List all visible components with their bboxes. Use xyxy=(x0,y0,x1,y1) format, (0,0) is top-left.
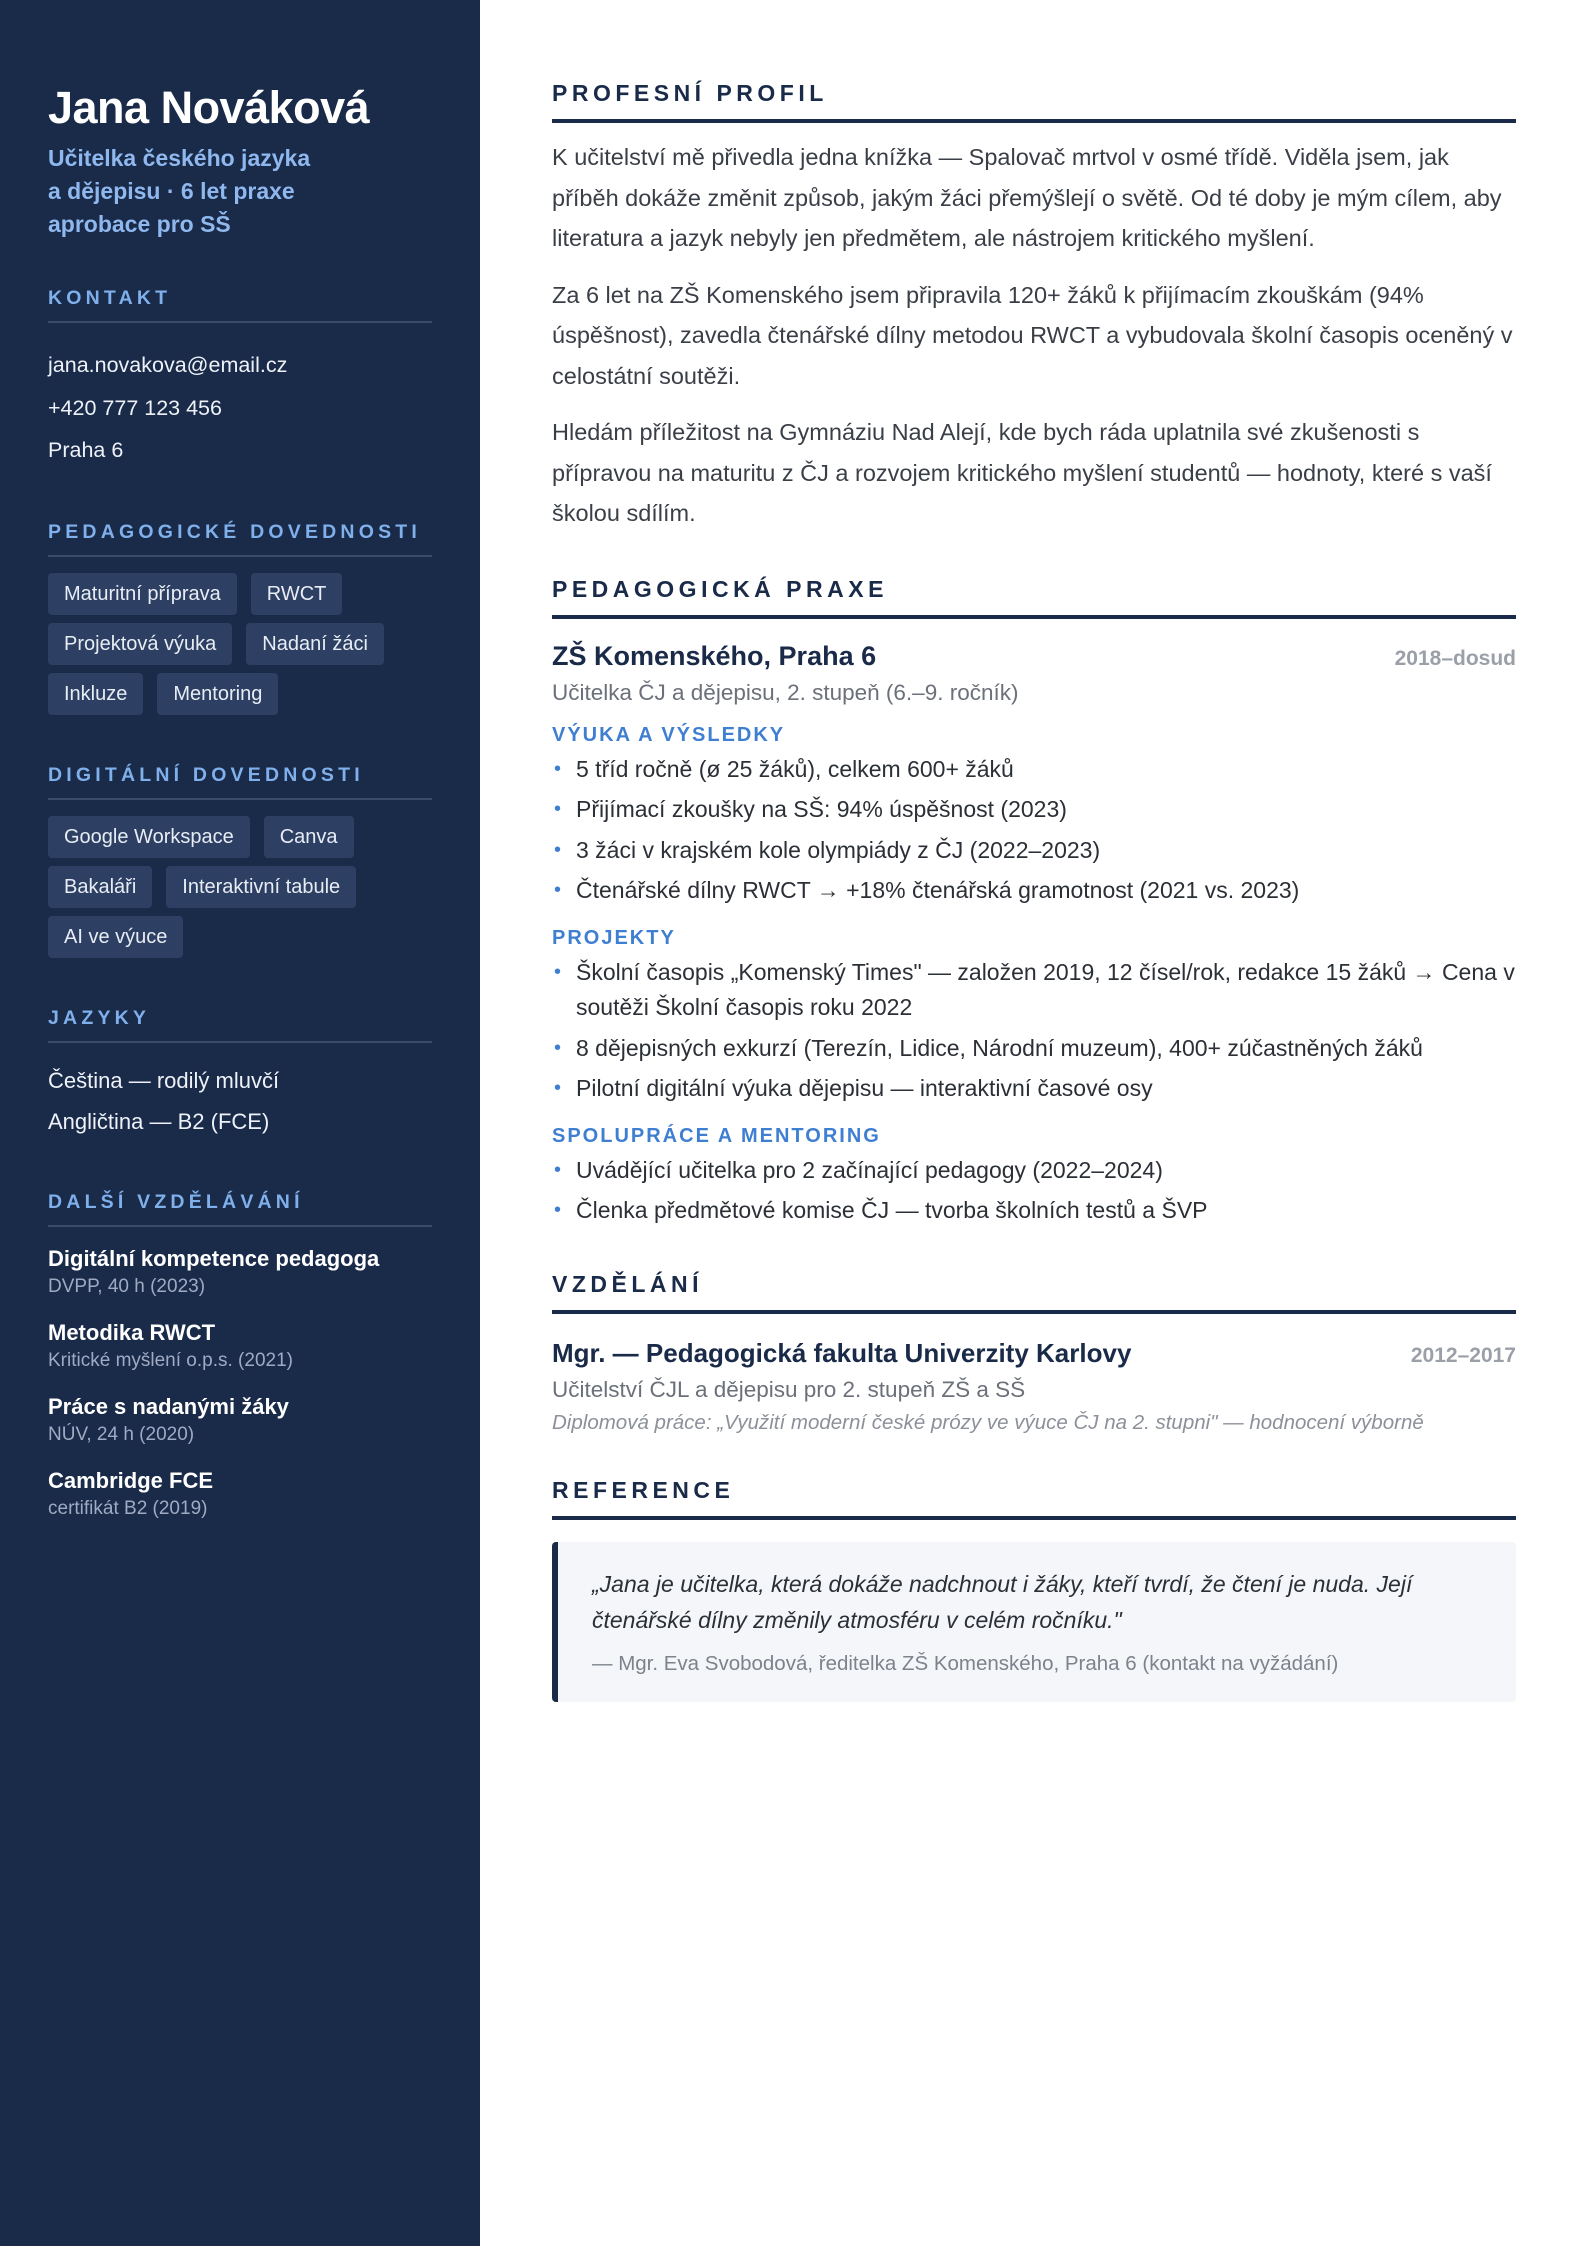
course-item xyxy=(48,1318,432,1374)
course-title: Metodika RWCT xyxy=(48,1319,216,1345)
profile-heading: PROFESNÍ PROFIL xyxy=(552,80,1516,123)
languages-section xyxy=(48,1007,432,1142)
bullet-list xyxy=(552,752,1516,909)
skill-tag: Projektová výuka xyxy=(48,623,232,665)
contact-location: Praha 6 xyxy=(48,438,124,462)
language-item: Čeština — rodilý mluvčí xyxy=(48,1067,280,1093)
education-date: 2012–2017 xyxy=(1410,1343,1516,1367)
course-details: certifikát B2 (2019) xyxy=(48,1497,208,1519)
bullet-item: • Členka předmětové komise ČJ — tvorba školních testů a ŠVP xyxy=(552,1193,1516,1229)
further-education-heading: DALŠÍ VZDĚLÁVÁNÍ xyxy=(48,1191,432,1227)
quote-text: „Jana je učitelka, která dokáže nadchnout i žáky, kteří tvrdí, že čtení je nuda. Její čtenářské dílny změnily atmosféru v celém ročníku." xyxy=(592,1570,1413,1633)
skill-tag: Maturitní příprava xyxy=(48,573,237,615)
skill-tag: RWCT xyxy=(251,573,343,615)
bullet-item: • 3 žáci v krajském kole olympiády z ČJ (2022–2023) xyxy=(552,833,1516,869)
candidate-name: Jana Nováková xyxy=(48,82,370,133)
course-item xyxy=(48,1392,432,1448)
course-details: Kritické myšlení o.p.s. (2021) xyxy=(48,1349,293,1371)
course-title: Práce s nadanými žáky xyxy=(48,1393,289,1419)
course-title: Digitální kompetence pedagoga xyxy=(48,1245,380,1271)
job-header xyxy=(552,641,1516,672)
experience-section xyxy=(552,576,1516,1229)
skill-tag: Mentoring xyxy=(157,673,278,715)
tagline-line: a dějepisu · 6 let praxe xyxy=(48,178,295,204)
main-content xyxy=(552,80,1516,1744)
skill-tag: Canva xyxy=(264,816,354,858)
pedagogical-skills-heading: PEDAGOGICKÉ DOVEDNOSTI xyxy=(48,521,432,557)
skill-tag: Google Workspace xyxy=(48,816,250,858)
further-education-section xyxy=(48,1191,432,1522)
job-role: Učitelka ČJ a dějepisu, 2. stupeň (6.–9. ročník) xyxy=(552,679,1019,705)
education-header xyxy=(552,1338,1516,1369)
language-item: Angličtina — B2 (FCE) xyxy=(48,1108,270,1134)
quote-author: — Mgr. Eva Svobodová, ředitelka ZŠ Komenského, Praha 6 (kontakt na vyžádání) xyxy=(592,1651,1339,1675)
job-date: 2018–dosud xyxy=(1394,646,1516,670)
digital-skills-heading: DIGITÁLNÍ DOVEDNOSTI xyxy=(48,764,432,800)
bullet-item: • Přijímací zkoušky na SŠ: 94% úspěšnost (2023) xyxy=(552,792,1516,828)
reference-section xyxy=(552,1477,1516,1702)
experience-heading: PEDAGOGICKÁ PRAXE xyxy=(552,576,1516,619)
reference-quote xyxy=(552,1542,1516,1702)
job-title: ZŠ Komenského, Praha 6 xyxy=(552,640,877,671)
contact-phone[interactable]: +420 777 123 456 xyxy=(48,395,222,420)
group-heading: VÝUKA A VÝSLEDKY xyxy=(552,723,786,746)
bullet-list xyxy=(552,1153,1516,1229)
skill-tag: AI ve výuce xyxy=(48,916,183,958)
contact-heading: KONTAKT xyxy=(48,287,432,323)
sidebar xyxy=(0,0,480,2246)
bullet-item: • 8 dějepisných exkurzí (Terezín, Lidice, Národní muzeum), 400+ zúčastněných žáků xyxy=(552,1031,1516,1067)
pedagogical-skills-section xyxy=(48,521,432,715)
skill-tag: Nadaní žáci xyxy=(246,623,384,665)
profile-paragraph: K učitelství mě přivedla jedna knížka — Spalovač mrtvol v osmé třídě. Viděla jsem, jak příběh dokáže změnit způsob, jakým žáci přemýšlejí o světě. Od té doby je mým cílem, aby literatura a jazyk nebyly jen předmětem, ale nástrojem kritického myšlení. xyxy=(552,144,1502,251)
tagline xyxy=(48,142,348,241)
group-heading: SPOLUPRÁCE A MENTORING xyxy=(552,1124,881,1147)
bullet-item: • 5 tříd ročně (ø 25 žáků), celkem 600+ žáků xyxy=(552,752,1516,788)
course-item xyxy=(48,1244,432,1300)
bullet-item: • Pilotní digitální výuka dějepisu — interaktivní časové osy xyxy=(552,1071,1516,1107)
bullet-list xyxy=(552,955,1516,1107)
skill-tag: Inkluze xyxy=(48,673,143,715)
profile-paragraph: Za 6 let na ZŠ Komenského jsem připravila 120+ žáků k přijímacím zkouškám (94% úspěšnost), zavedla čtenářské dílny metodou RWCT a vybudovala školní časopis oceněný v celostátní soutěži. xyxy=(552,281,1513,389)
education-title: Mgr. — Pedagogická fakulta Univerzity Karlovy xyxy=(552,1337,1132,1368)
bullet-item: • Čtenářské dílny RWCT → +18% čtenářská gramotnost (2021 vs. 2023) xyxy=(552,873,1516,909)
course-item xyxy=(48,1466,432,1522)
bullet-item: • Uvádějící učitelka pro 2 začínající pedagogy (2022–2024) xyxy=(552,1153,1516,1189)
profile-paragraph: Hledám příležitost na Gymnáziu Nad Alejí, kde bych ráda uplatnila své zkušenosti s přípravou na maturitu z ČJ a rozvojem kritického myšlení studentů — hodnoty, které s vaší školou sdílím. xyxy=(552,419,1492,526)
contact-section xyxy=(48,287,432,472)
digital-skills-section xyxy=(48,764,432,958)
course-details: NÚV, 24 h (2020) xyxy=(48,1423,195,1445)
profile-section xyxy=(552,80,1516,534)
skill-tag: Interaktivní tabule xyxy=(166,866,356,908)
tagline-line: aprobace pro SŠ xyxy=(48,211,231,237)
thesis-note: Diplomová práce: „Využití moderní české prózy ve výuce ČJ na 2. stupni" — hodnocení výborně xyxy=(552,1410,1424,1434)
education-field: Učitelství ČJL a dějepisu pro 2. stupeň ZŠ a SŠ xyxy=(552,1376,1026,1402)
reference-heading: REFERENCE xyxy=(552,1477,1516,1520)
languages-heading: JAZYKY xyxy=(48,1007,432,1043)
education-heading: VZDĚLÁNÍ xyxy=(552,1271,1516,1314)
group-heading: PROJEKTY xyxy=(552,926,676,949)
contact-email[interactable]: jana.novakova@email.cz xyxy=(48,353,288,377)
tagline-line: Učitelka českého jazyka xyxy=(48,145,311,171)
education-section xyxy=(552,1271,1516,1435)
course-details: DVPP, 40 h (2023) xyxy=(48,1275,206,1297)
skill-tag: Bakaláři xyxy=(48,866,152,908)
course-title: Cambridge FCE xyxy=(48,1467,214,1493)
bullet-item: • Školní časopis „Komenský Times" — založen 2019, 12 čísel/rok, redakce 15 žáků → Cena v soutěži Školní časopis roku 2022 xyxy=(552,955,1516,1026)
